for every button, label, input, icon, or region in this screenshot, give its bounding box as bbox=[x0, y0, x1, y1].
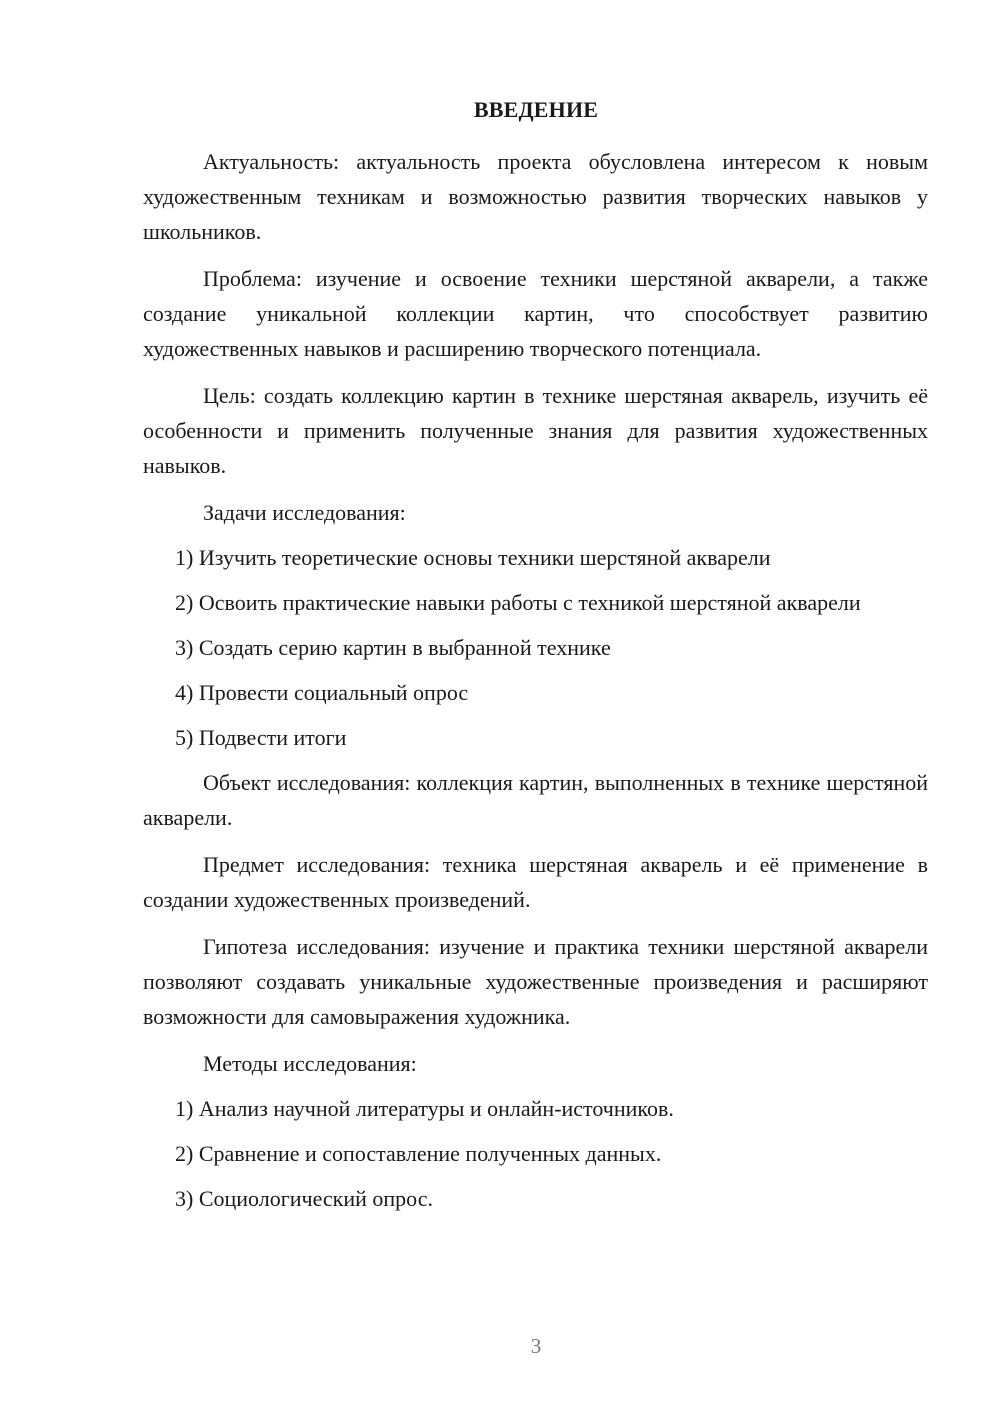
page-title: ВВЕДЕНИЕ bbox=[473, 97, 599, 122]
page-number: 3 bbox=[530, 1334, 542, 1358]
task-item-3: 3) Создать серию картин в выбранной технике bbox=[175, 635, 611, 660]
task-item-4: 4) Провести социальный опрос bbox=[175, 680, 469, 705]
task-item-5: 5) Подвести итоги bbox=[175, 725, 347, 750]
task-item-2: 2) Освоить практические навыки работы с техникой шерстяной акварели bbox=[175, 590, 861, 615]
method-item-3: 3) Социологический опрос. bbox=[175, 1186, 433, 1211]
method-item-2: 2) Сравнение и сопоставление полученных данных. bbox=[175, 1141, 662, 1166]
tasks-heading: Задачи исследования: bbox=[203, 500, 406, 525]
paragraph-goal: Цель: создать коллекцию картин в технике шерстяная акварель, изучить её особенности и применить полученные знания для развития художественных навыков. bbox=[143, 383, 928, 478]
paragraph-problem: Проблема: изучение и освоение техники шерстяной акварели, а также создание уникальной коллекции картин, что способствует развитию художественных навыков и расширению творческого потенциала. bbox=[143, 266, 928, 361]
method-item-1: 1) Анализ научной литературы и онлайн-источников. bbox=[175, 1096, 674, 1121]
document-body bbox=[143, 144, 928, 1226]
paragraph-hypothesis: Гипотеза исследования: изучение и практика техники шерстяной акварели позволяют создавать уникальные художественные произведения и расширяют возможности для самовыражения художника. bbox=[143, 934, 928, 1029]
paragraph-object: Объект исследования: коллекция картин, выполненных в технике шерстяной акварели. bbox=[143, 770, 928, 830]
paragraph-subject: Предмет исследования: техника шерстяная акварель и её применение в создании художественных произведений. bbox=[143, 852, 928, 912]
task-item-1: 1) Изучить теоретические основы техники шерстяной акварели bbox=[175, 545, 771, 570]
paragraph-relevance: Актуальность: актуальность проекта обусловлена интересом к новым художественным техникам и возможностью развития творческих навыков у школьников. bbox=[143, 149, 928, 244]
methods-heading: Методы исследования: bbox=[203, 1051, 417, 1076]
